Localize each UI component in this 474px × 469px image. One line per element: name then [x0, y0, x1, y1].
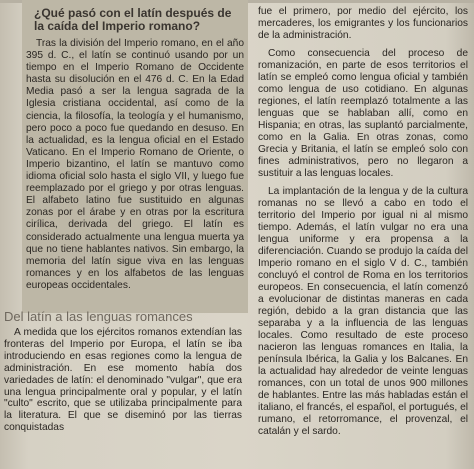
- right-paragraph-2: Como consecuencia del proceso de romanización, en parte de esos territorios el latín se empleó como lengua oficial y también como lengua de uso cotidiano. En algunas regiones, el latín reemplazó totalmente a las lenguas que se hablaban allí, como en Hispania; en otras, las suplantó parcialmente, como en la Galia. En otras zonas, como Grecia y Britania, el latín se empleó solo con fines administrativos, pero no llegaron a sustituir a las lenguas locales.: [258, 48, 468, 179]
- section-paragraph: A medida que los ejércitos romanos extendían las fronteras del Imperio por Europa, el latín se iba introduciendo en esas regiones como la lengua de administración. En ese momento había dos variedades de latín: el denominado "vulgar", que era una lengua principalmente oral y popular, y el latín "culto" escrito, que se utilizaba principalmente para la literatura. El que se diseminó por las tierras conquistadas: [4, 327, 242, 434]
- right-paragraph-3: La implantación de la lengua y de la cultura romanas no se llevó a cabo en todo el territorio del Imperio por igual ni al mismo tiempo. Además, el latín vulgar no era una lengua uniforme y era propensa a la diferenciación. Cuando se produjo la caída del Imperio romano en el siglo V d. C., también concluyó el control de Roma en los territorios europeos. En consecuencia, el latín comenzó a evolucionar de distintas maneras en cada región, debido a la gran distancia que las separaba y a la influencia de las lenguas locales. Como resultado de este proceso nacieron las lenguas romances en Italia, la península Ibérica, la Galia y los Balcanes. En la actualidad hay alrededor de veinte lenguas romances, con un total de unos 900 millones de hablantes. Entre las más habladas están el italiano, el francés, el español, el portugués, el rumano, el retorromance, el provenzal, el catalán y el sardo.: [258, 186, 468, 437]
- right-paragraph-1: fue el primero, por medio del ejército, los mercaderes, los emigrantes y los funcionarios de la administración.: [258, 6, 468, 41]
- right-column: [258, 6, 468, 444]
- box-title: ¿Qué pasó con el latín después de la caída del Imperio romano?: [34, 6, 232, 33]
- section-heading: Del latín a las lenguas romances: [4, 309, 193, 324]
- box-paragraph: Tras la división del Imperio romano, en el año 395 d. C., el latín se continuó usando por un tiempo en el Imperio Romano de Occidente hasta su disolución en el 476 d. C. En la Edad Media pasó a ser la lengua sagrada de la Iglesia cristiana occidental, así como de la ciencia, la filosofía, la teología y el humanismo, pero poco a poco fue quedando en desuso. En la actualidad, es la lengua oficial en el Estado Vaticano. En el Imperio Romano de Oriente, o Imperio bizantino, el latín se mantuvo como idioma oficial solo hasta el siglo VII, y luego fue reemplazado por el griego y por otras lenguas. El alfabeto latino fue sustituido en algunas zonas por el árabe y en otras por la escritura cirílica, derivada del griego. El latín es considerado actualmente una lengua muerta ya que no tiene hablantes nativos. Sin embargo, la memoria del latín sigue viva en las lenguas romances y en los alfabetos de las lenguas europeas occidentales.: [26, 38, 244, 291]
